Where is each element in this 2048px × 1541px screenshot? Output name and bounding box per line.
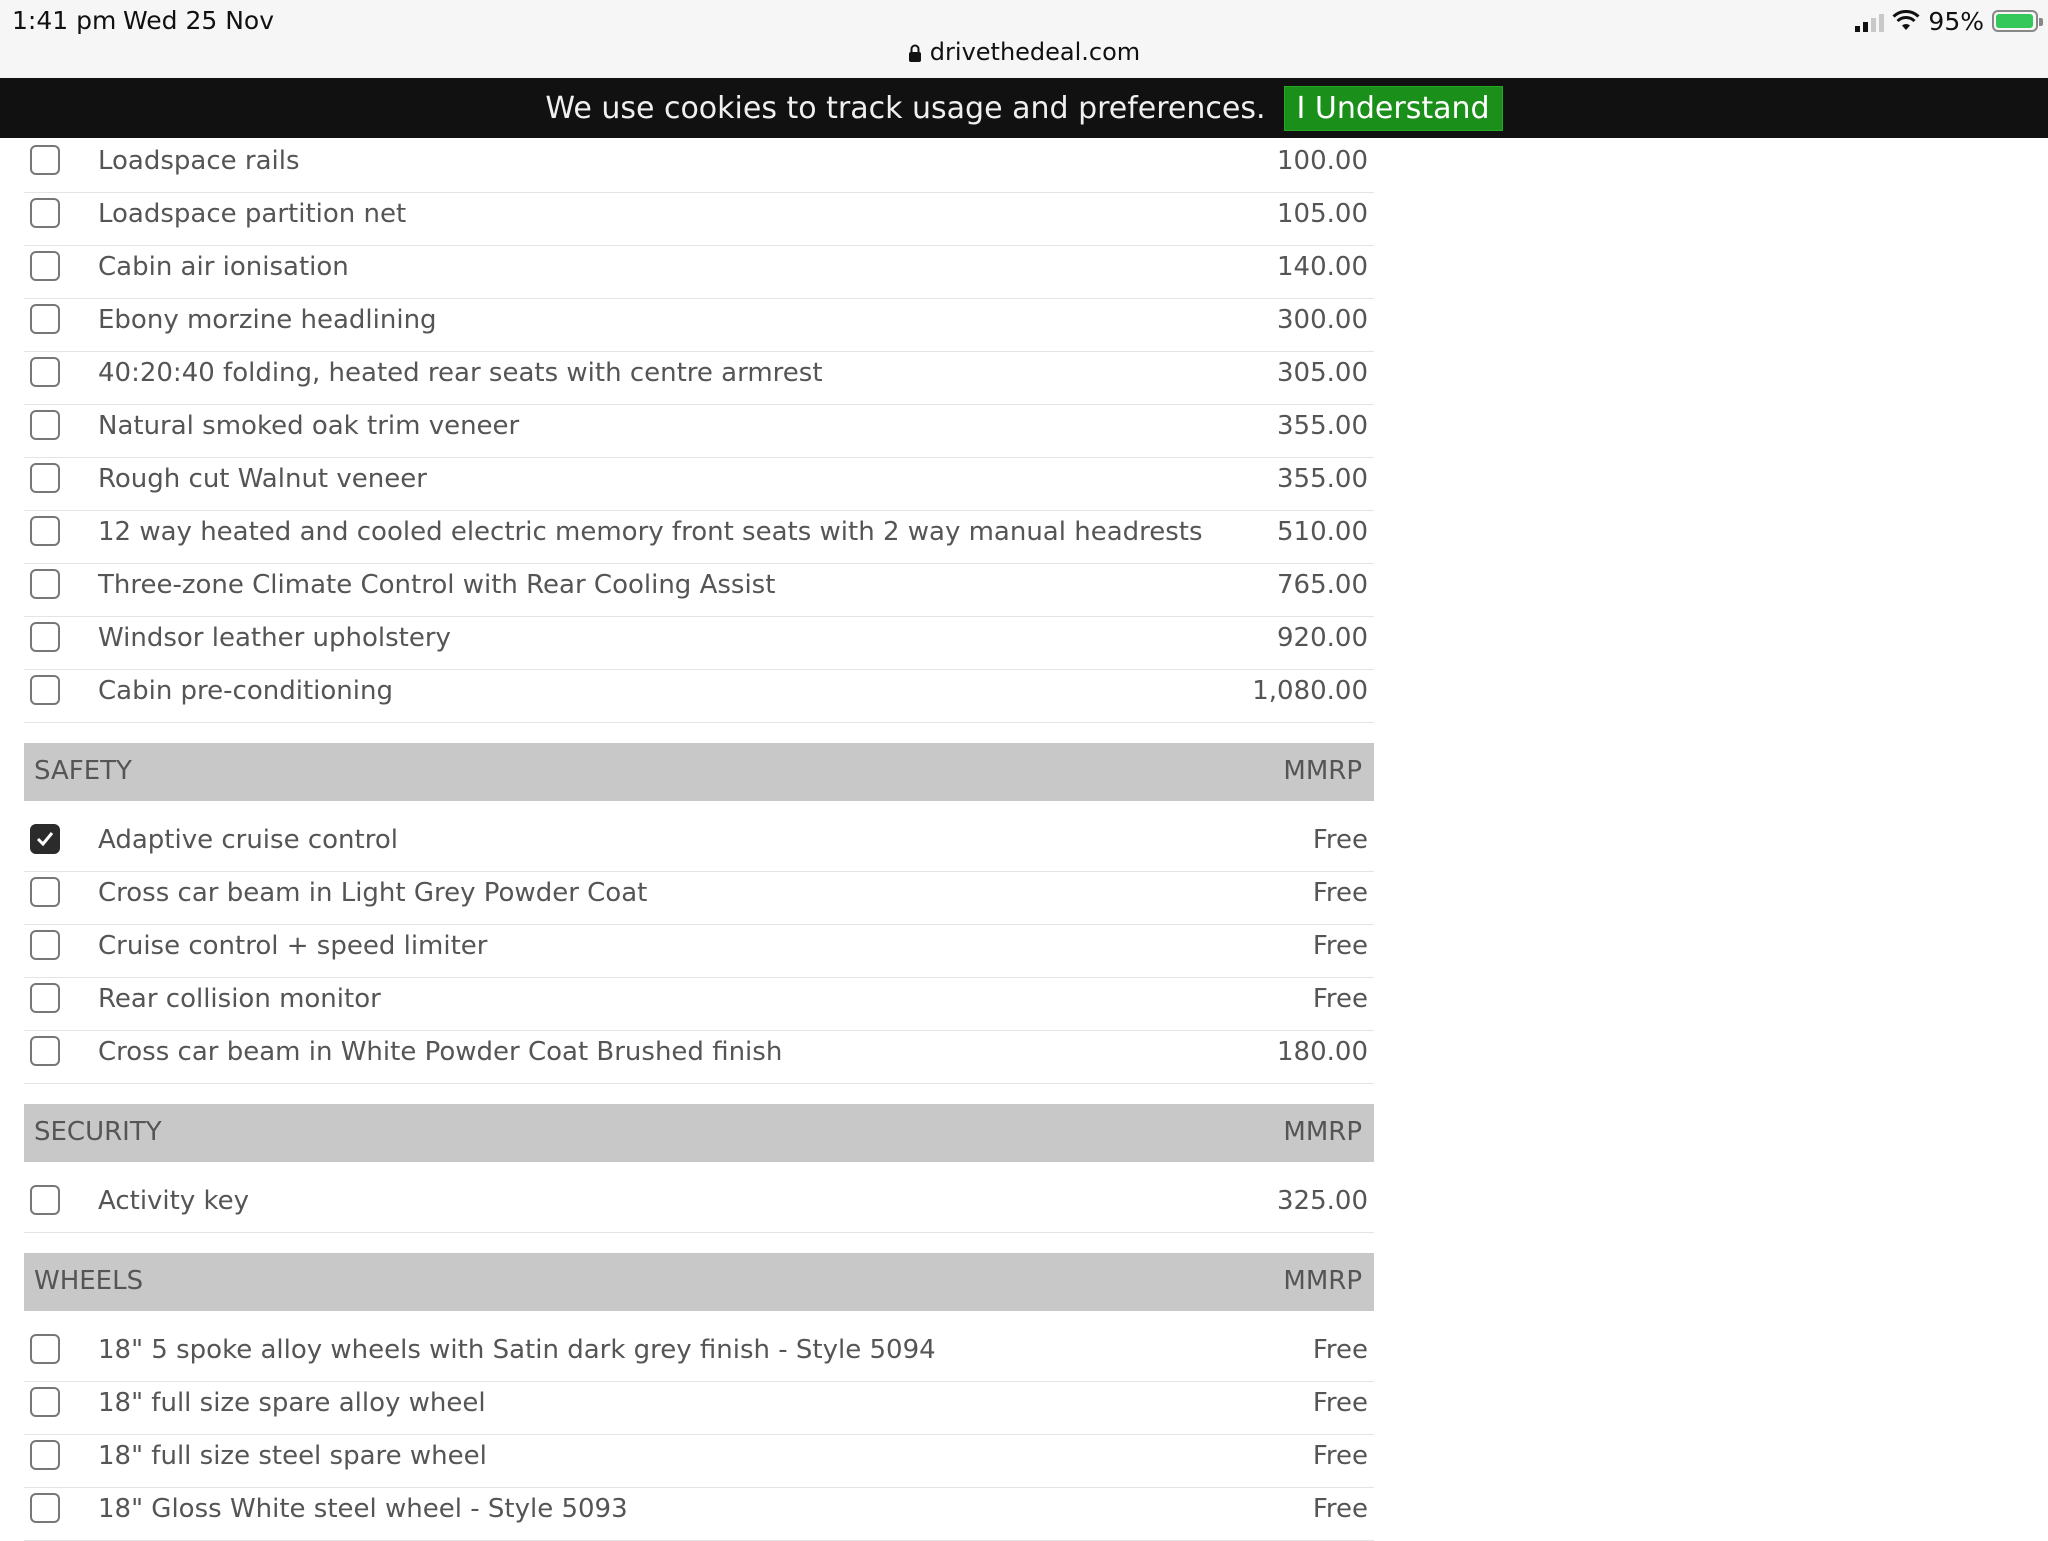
lock-icon: [908, 44, 922, 62]
option-name: Rear collision monitor: [98, 984, 381, 1014]
section-header-security: [24, 1104, 1374, 1162]
option-name: Ebony morzine headlining: [98, 305, 437, 335]
option-price: 765.00: [1277, 570, 1368, 600]
option-row[interactable]: [24, 246, 1374, 299]
option-price: Free: [1312, 878, 1368, 908]
option-checkbox[interactable]: [30, 1493, 60, 1523]
option-price: 325.00: [1277, 1186, 1368, 1216]
option-name: Cross car beam in Light Grey Powder Coat: [98, 878, 648, 908]
option-checkbox[interactable]: [30, 304, 60, 334]
security-options: [24, 1180, 1374, 1233]
option-price: 920.00: [1277, 623, 1368, 653]
option-price: Free: [1312, 931, 1368, 961]
interior-options: [24, 140, 1374, 723]
option-checkbox[interactable]: [30, 1440, 60, 1470]
section-title: SAFETY: [34, 756, 132, 786]
wheels-options: [24, 1329, 1374, 1541]
option-checkbox[interactable]: [30, 930, 60, 960]
option-name: Loadspace partition net: [98, 199, 407, 229]
option-checkbox[interactable]: [30, 410, 60, 440]
option-price: 140.00: [1277, 252, 1368, 282]
option-checkbox[interactable]: [30, 1036, 60, 1066]
status-bar: [0, 0, 2048, 79]
option-name: Natural smoked oak trim veneer: [98, 411, 520, 441]
option-name: Windsor leather upholstery: [98, 623, 451, 653]
option-price: Free: [1312, 825, 1368, 855]
section-header-wheels: [24, 1253, 1374, 1311]
option-row[interactable]: [24, 352, 1374, 405]
option-checkbox[interactable]: [30, 516, 60, 546]
address-bar[interactable]: [0, 38, 2048, 66]
option-name: Three-zone Climate Control with Rear Cooling Assist: [98, 570, 776, 600]
option-name: 40:20:40 folding, heated rear seats with centre armrest: [98, 358, 823, 388]
option-price: 305.00: [1277, 358, 1368, 388]
option-name: Loadspace rails: [98, 146, 300, 176]
option-name: Activity key: [98, 1186, 250, 1216]
option-name: 18" full size steel spare wheel: [98, 1441, 487, 1471]
status-time: 1:41 pm: [12, 6, 117, 35]
option-checkbox[interactable]: [30, 622, 60, 652]
section-title: SECURITY: [34, 1117, 162, 1147]
option-name: 18" 5 spoke alloy wheels with Satin dark grey finish - Style 5094: [98, 1335, 936, 1365]
option-checkbox[interactable]: [30, 1185, 60, 1215]
option-name: Cruise control + speed limiter: [98, 931, 488, 961]
option-name: Cross car beam in White Powder Coat Brushed finish: [98, 1037, 783, 1067]
section-price-column: MMRP: [1283, 1266, 1362, 1296]
option-row[interactable]: [24, 564, 1374, 617]
url-text: drivethedeal.com: [929, 38, 1141, 66]
cookie-message: We use cookies to track usage and preferences.: [545, 90, 1266, 126]
option-name: 18" Gloss White steel wheel - Style 5093: [98, 1494, 628, 1524]
battery-icon: [1992, 10, 2038, 32]
cellular-signal-icon: [1855, 10, 1884, 32]
option-checkbox[interactable]: [30, 877, 60, 907]
option-row[interactable]: [24, 1435, 1374, 1488]
option-row[interactable]: [24, 511, 1374, 564]
option-price: 100.00: [1277, 146, 1368, 176]
option-row[interactable]: [24, 193, 1374, 246]
option-price: Free: [1312, 1441, 1368, 1471]
option-name: Adaptive cruise control: [98, 825, 398, 855]
option-name: Cabin pre-conditioning: [98, 676, 393, 706]
option-checkbox[interactable]: [30, 463, 60, 493]
option-row[interactable]: [24, 819, 1374, 872]
option-price: 1,080.00: [1252, 676, 1368, 706]
option-row[interactable]: [24, 670, 1374, 723]
option-price: 300.00: [1277, 305, 1368, 335]
option-name: Cabin air ionisation: [98, 252, 349, 282]
option-checkbox[interactable]: [30, 1387, 60, 1417]
battery-percent: 95%: [1928, 6, 1984, 36]
status-indicators: [1855, 6, 2038, 36]
option-row[interactable]: [24, 617, 1374, 670]
option-price: 355.00: [1277, 411, 1368, 441]
wifi-icon: [1892, 10, 1920, 32]
option-name: Rough cut Walnut veneer: [98, 464, 427, 494]
option-price: 180.00: [1277, 1037, 1368, 1067]
option-checkbox[interactable]: [30, 569, 60, 599]
option-row[interactable]: [24, 1031, 1374, 1084]
option-price: Free: [1312, 1494, 1368, 1524]
option-price: Free: [1312, 1388, 1368, 1418]
option-checkbox[interactable]: [30, 198, 60, 228]
option-row[interactable]: [24, 872, 1374, 925]
option-checkbox[interactable]: [30, 251, 60, 281]
cookie-accept-button[interactable]: I Understand: [1284, 86, 1503, 131]
option-row[interactable]: [24, 458, 1374, 511]
options-list: [24, 140, 1374, 1541]
section-title: WHEELS: [34, 1266, 144, 1296]
option-checkbox[interactable]: [30, 824, 60, 854]
option-row[interactable]: [24, 299, 1374, 352]
checkmark-icon: [34, 828, 56, 850]
option-price: 105.00: [1277, 199, 1368, 229]
option-name: 12 way heated and cooled electric memory front seats with 2 way manual headrests: [98, 517, 1203, 547]
option-checkbox[interactable]: [30, 983, 60, 1013]
option-price: Free: [1312, 1335, 1368, 1365]
cookie-banner: [0, 78, 2048, 138]
option-row[interactable]: [24, 405, 1374, 458]
option-checkbox[interactable]: [30, 1334, 60, 1364]
option-row[interactable]: [24, 140, 1374, 193]
option-checkbox[interactable]: [30, 675, 60, 705]
option-price: Free: [1312, 984, 1368, 1014]
option-row[interactable]: [24, 925, 1374, 978]
option-row[interactable]: [24, 1382, 1374, 1435]
option-checkbox[interactable]: [30, 145, 60, 175]
option-row[interactable]: [24, 1488, 1374, 1541]
option-checkbox[interactable]: [30, 357, 60, 387]
section-price-column: MMRP: [1283, 756, 1362, 786]
option-price: 355.00: [1277, 464, 1368, 494]
section-price-column: MMRP: [1283, 1117, 1362, 1147]
section-header-safety: [24, 743, 1374, 801]
option-name: 18" full size spare alloy wheel: [98, 1388, 486, 1418]
option-row[interactable]: [24, 1329, 1374, 1382]
option-row[interactable]: [24, 1180, 1374, 1233]
status-date: Wed 25 Nov: [123, 6, 275, 35]
option-row[interactable]: [24, 978, 1374, 1031]
safety-options: [24, 819, 1374, 1084]
option-price: 510.00: [1277, 517, 1368, 547]
